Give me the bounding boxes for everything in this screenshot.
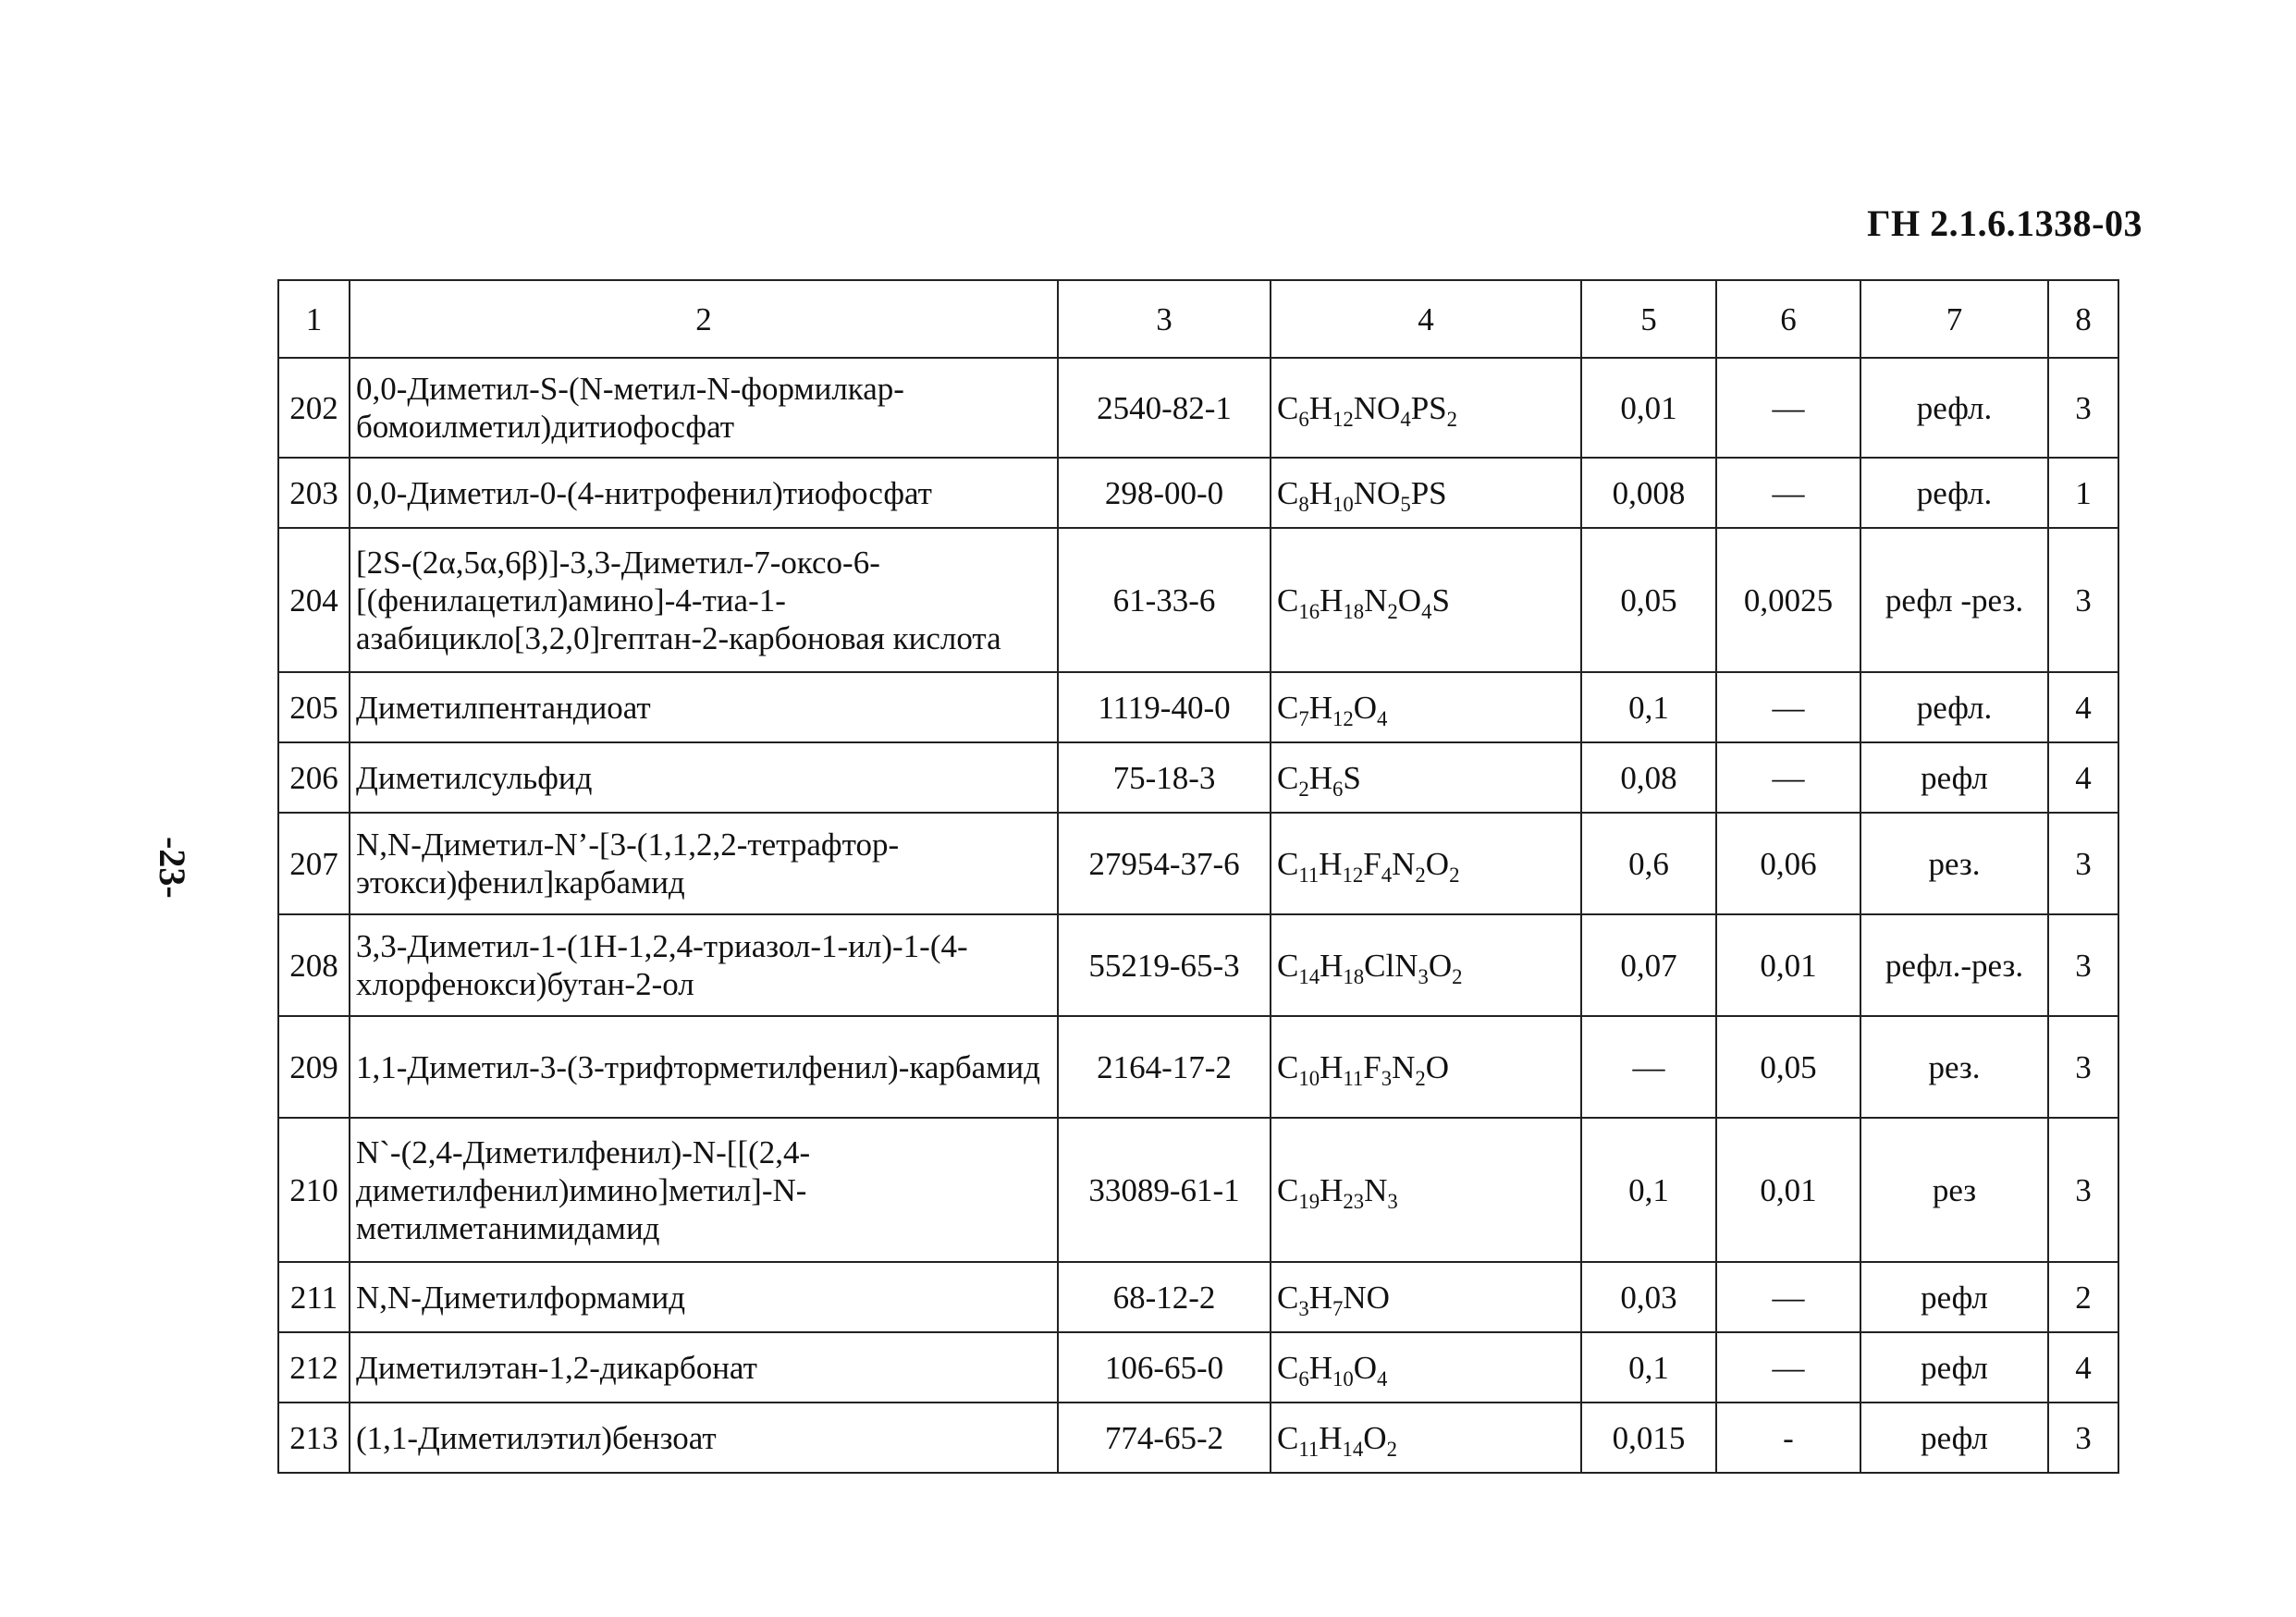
aggregate-state-cell: рефл: [1860, 742, 2048, 813]
cas-number-cell: 1119-40-0: [1058, 672, 1271, 742]
row-number-cell: 213: [278, 1403, 350, 1473]
row-number-cell: 202: [278, 358, 350, 458]
aggregate-state-cell: рефл: [1860, 1332, 2048, 1403]
row-number-cell: 205: [278, 672, 350, 742]
row-number-cell: 208: [278, 914, 350, 1016]
page-number: -23-: [152, 837, 193, 899]
aggregate-state-cell: рефл: [1860, 1403, 2048, 1473]
header-cell: 8: [2048, 280, 2118, 358]
hazard-class-cell: 3: [2048, 914, 2118, 1016]
table-row: [278, 1016, 2118, 1118]
value-col6-cell: —: [1716, 672, 1860, 742]
hazard-class-cell: 3: [2048, 813, 2118, 914]
table-row: [278, 528, 2118, 672]
formula-cell: $C_{11}H_{12}F_4N_2O_2$: [1271, 813, 1581, 914]
table-row: [278, 742, 2118, 813]
hazard-class-cell: 1: [2048, 458, 2118, 528]
substance-name-cell: N,N-Диметилформамид: [350, 1262, 1058, 1332]
table-row: [278, 813, 2118, 914]
header-cell: 1: [278, 280, 350, 358]
substance-name-cell: 0,0-Диметил-S-(N-метил-N-формилкар-бомоилметил)дитиофосфат: [350, 358, 1058, 458]
hazard-class-cell: 3: [2048, 1403, 2118, 1473]
row-number-cell: 203: [278, 458, 350, 528]
substance-name-cell: (1,1-Диметилэтил)бензоат: [350, 1403, 1058, 1473]
table-row: [278, 914, 2118, 1016]
cas-number-cell: 298-00-0: [1058, 458, 1271, 528]
cas-number-cell: 774-65-2: [1058, 1403, 1271, 1473]
hazard-class-cell: 4: [2048, 672, 2118, 742]
substance-name-cell: N,N-Диметил-N’-[3-(1,1,2,2-тетрафтор-этокси)фенил]карбамид: [350, 813, 1058, 914]
value-col6-cell: —: [1716, 458, 1860, 528]
formula-cell: $C_2H_6S$: [1271, 742, 1581, 813]
value-col5-cell: 0,015: [1581, 1403, 1716, 1473]
value-col6-cell: —: [1716, 1262, 1860, 1332]
cas-number-cell: 55219-65-3: [1058, 914, 1271, 1016]
table-body: [278, 358, 2118, 1473]
value-col5-cell: 0,08: [1581, 742, 1716, 813]
value-col5-cell: 0,03: [1581, 1262, 1716, 1332]
cas-number-cell: 27954-37-6: [1058, 813, 1271, 914]
formula-cell: $C_{16}H_{18}N_2O_4S$: [1271, 528, 1581, 672]
table-row: [278, 458, 2118, 528]
formula-cell: $C_7H_{12}O_4$: [1271, 672, 1581, 742]
value-col6-cell: 0,06: [1716, 813, 1860, 914]
formula-cell: $C_8H_{10}NO_5PS$: [1271, 458, 1581, 528]
header-cell: 6: [1716, 280, 1860, 358]
row-number-cell: 204: [278, 528, 350, 672]
cas-number-cell: 2540-82-1: [1058, 358, 1271, 458]
value-col6-cell: 0,01: [1716, 914, 1860, 1016]
value-col6-cell: —: [1716, 358, 1860, 458]
aggregate-state-cell: рефл: [1860, 1262, 2048, 1332]
value-col6-cell: —: [1716, 1332, 1860, 1403]
row-number-cell: 209: [278, 1016, 350, 1118]
row-number-cell: 207: [278, 813, 350, 914]
substance-name-cell: [2S-(2α,5α,6β)]-3,3-Диметил-7-оксо-6-[(фенилацетил)амино]-4-тиа-1-азабицикло[3,2,0]гептан-2-карбоновая кислота: [350, 528, 1058, 672]
row-number-cell: 210: [278, 1118, 350, 1262]
table-row: [278, 1332, 2118, 1403]
value-col6-cell: -: [1716, 1403, 1860, 1473]
cas-number-cell: 68-12-2: [1058, 1262, 1271, 1332]
hazard-class-cell: 3: [2048, 1118, 2118, 1262]
aggregate-state-cell: рефл.: [1860, 458, 2048, 528]
cas-number-cell: 33089-61-1: [1058, 1118, 1271, 1262]
cas-number-cell: 106-65-0: [1058, 1332, 1271, 1403]
header-cell: 7: [1860, 280, 2048, 358]
cas-number-cell: 2164-17-2: [1058, 1016, 1271, 1118]
row-number-cell: 211: [278, 1262, 350, 1332]
table-row: [278, 1403, 2118, 1473]
formula-cell: $C_3H_7NO$: [1271, 1262, 1581, 1332]
hazard-class-cell: 3: [2048, 528, 2118, 672]
formula-cell: $C_6H_{10}O_4$: [1271, 1332, 1581, 1403]
value-col5-cell: 0,008: [1581, 458, 1716, 528]
value-col5-cell: 0,07: [1581, 914, 1716, 1016]
substance-name-cell: 1,1-Диметил-3-(3-трифторметилфенил)-карбамид: [350, 1016, 1058, 1118]
aggregate-state-cell: рез.: [1860, 1016, 2048, 1118]
hazard-class-cell: 4: [2048, 742, 2118, 813]
formula-cell: $C_{11}H_{14}O_2$: [1271, 1403, 1581, 1473]
row-number-cell: 212: [278, 1332, 350, 1403]
aggregate-state-cell: рефл -рез.: [1860, 528, 2048, 672]
row-number-cell: 206: [278, 742, 350, 813]
value-col6-cell: —: [1716, 742, 1860, 813]
aggregate-state-cell: рез.: [1860, 813, 2048, 914]
value-col6-cell: 0,01: [1716, 1118, 1860, 1262]
value-col5-cell: 0,1: [1581, 1332, 1716, 1403]
aggregate-state-cell: рефл.: [1860, 358, 2048, 458]
hazard-class-cell: 3: [2048, 1016, 2118, 1118]
aggregate-state-cell: рефл.-рез.: [1860, 914, 2048, 1016]
formula-cell: $C_{10}H_{11}F_3N_2O$: [1271, 1016, 1581, 1118]
hazard-class-cell: 3: [2048, 358, 2118, 458]
value-col5-cell: 0,05: [1581, 528, 1716, 672]
value-col5-cell: 0,6: [1581, 813, 1716, 914]
table-row: [278, 358, 2118, 458]
hazard-class-cell: 2: [2048, 1262, 2118, 1332]
hazard-class-cell: 4: [2048, 1332, 2118, 1403]
aggregate-state-cell: рефл.: [1860, 672, 2048, 742]
substance-name-cell: 0,0-Диметил-0-(4-нитрофенил)тиофосфат: [350, 458, 1058, 528]
table-row: [278, 1118, 2118, 1262]
table-row: [278, 1262, 2118, 1332]
value-col5-cell: 0,1: [1581, 672, 1716, 742]
cas-number-cell: 75-18-3: [1058, 742, 1271, 813]
value-col5-cell: 0,01: [1581, 358, 1716, 458]
value-col6-cell: 0,0025: [1716, 528, 1860, 672]
table-row: [278, 672, 2118, 742]
value-col5-cell: 0,1: [1581, 1118, 1716, 1262]
formula-cell: $C_6H_{12}NO_4PS_2$: [1271, 358, 1581, 458]
substance-name-cell: N`-(2,4-Диметилфенил)-N-[[(2,4-диметилфенил)имино]метил]-N-метилметанимидамид: [350, 1118, 1058, 1262]
value-col6-cell: 0,05: [1716, 1016, 1860, 1118]
table-header: [278, 280, 2118, 358]
header-cell: 5: [1581, 280, 1716, 358]
formula-cell: $C_{14}H_{18}ClN_3O_2$: [1271, 914, 1581, 1016]
substance-name-cell: Диметилсульфид: [350, 742, 1058, 813]
header-cell: 3: [1058, 280, 1271, 358]
value-col5-cell: —: [1581, 1016, 1716, 1118]
substance-name-cell: 3,3-Диметил-1-(1H-1,2,4-триазол-1-ил)-1-(4-хлорфенокси)бутан-2-ол: [350, 914, 1058, 1016]
document-code: ГН 2.1.6.1338-03: [1867, 202, 2143, 244]
substance-name-cell: Диметилпентандиоат: [350, 672, 1058, 742]
cas-number-cell: 61-33-6: [1058, 528, 1271, 672]
formula-cell: $C_{19}H_{23}N_3$: [1271, 1118, 1581, 1262]
substances-table: [277, 279, 2119, 1474]
substance-name-cell: Диметилэтан-1,2-дикарбонат: [350, 1332, 1058, 1403]
aggregate-state-cell: рез: [1860, 1118, 2048, 1262]
header-cell: 2: [350, 280, 1058, 358]
header-cell: 4: [1271, 280, 1581, 358]
header-row: [278, 280, 2118, 358]
